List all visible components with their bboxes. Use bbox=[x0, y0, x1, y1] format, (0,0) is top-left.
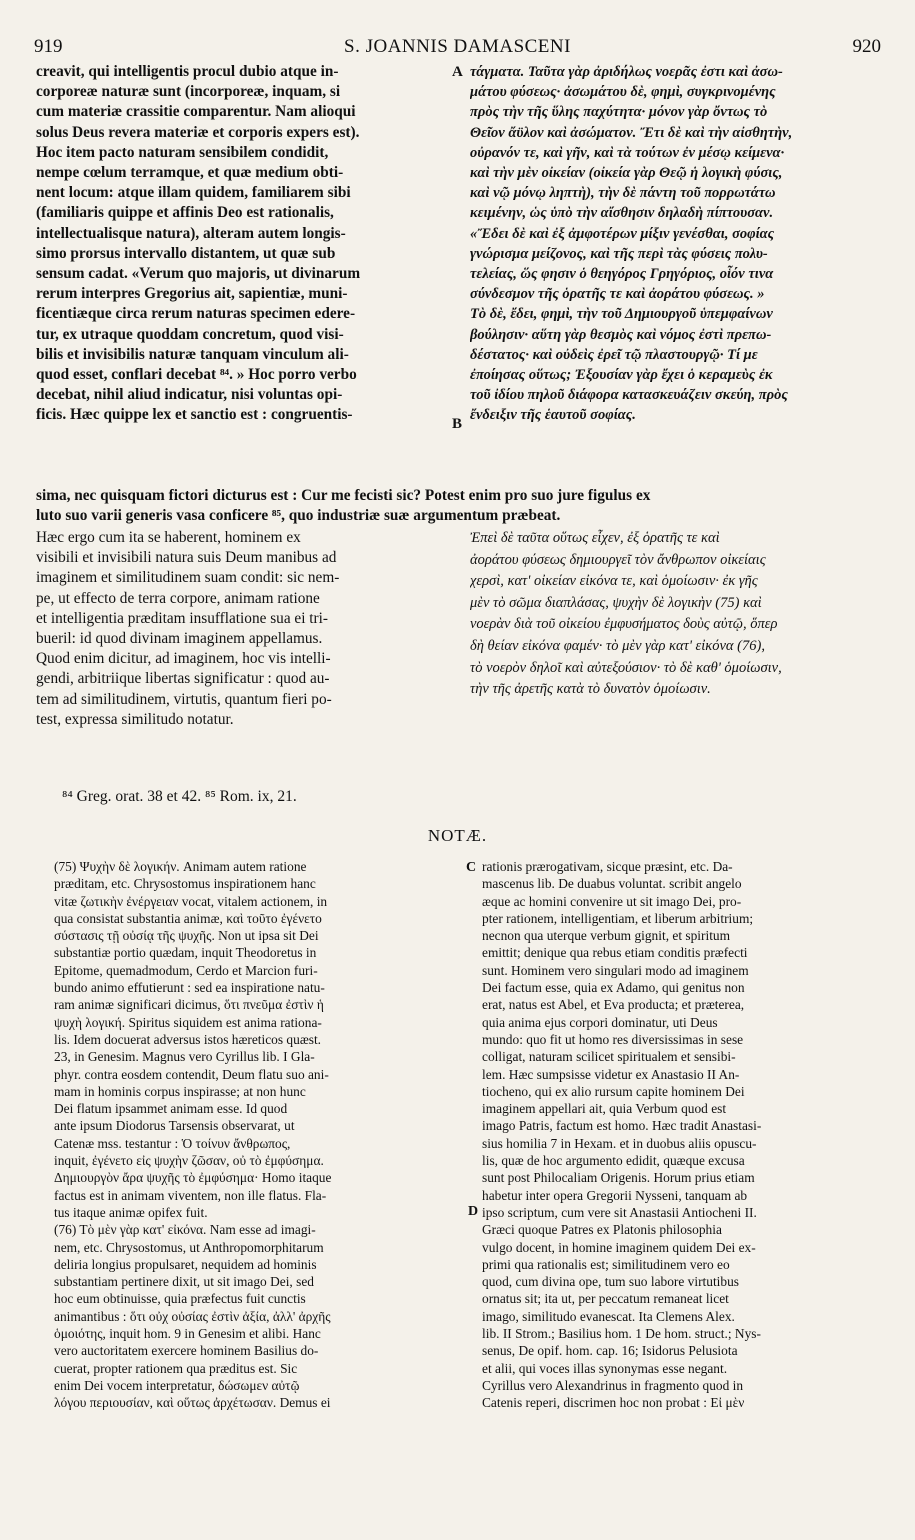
text-line: bundo animo effutierunt : sed ea inspiratione natu- bbox=[54, 980, 325, 996]
text-line: et alii, qui voces illas synonymas esse negant. bbox=[482, 1360, 728, 1376]
text-line: quia anima ejus corpori dominatur, uti Deus bbox=[482, 1014, 718, 1030]
text-line: Hæc ergo cum ita se haberent, hominem ex bbox=[36, 529, 301, 546]
text-line: tiocheno, qui ex alio rursum capite hominem Dei bbox=[482, 1083, 745, 1099]
text-line: τοῦ ἰδίου πηλοῦ διάφορα κατασκευάζειν σκεύη, πρὸς bbox=[470, 387, 788, 404]
text-line: ficis. Hæc quippe lex et sanctio est : congruentis- bbox=[36, 406, 353, 424]
text-line: ἀοράτου φύσεως δημιουργεῖ τὸν ἄνθρωπον οἰκείαις bbox=[470, 551, 766, 568]
text-line: mundo: quo fit ut homo res diversissimas in sese bbox=[482, 1031, 744, 1047]
greek-column-top bbox=[470, 62, 882, 426]
text-line: Cyrillus vero Alexandrinus in fragmento quod in bbox=[482, 1377, 744, 1393]
latin-column-middle bbox=[36, 528, 454, 730]
text-line: τελείας, ὥς φησιν ὁ θεηγόρος Γρηγόριος, οἷόν τινα bbox=[470, 266, 774, 283]
text-line: cum materiæ crassitie comparentur. Nam alioqui bbox=[36, 103, 356, 121]
text-line: quod, cum divina ope, tum suo labore virtutibus bbox=[482, 1274, 739, 1290]
text-line: vero auctoritatem exercere hominem Basilius do- bbox=[54, 1343, 319, 1359]
text-line: κειμένην, ὡς ὑπὸ τὴν αἴσθησιν δηλαδὴ πίπτουσαν. bbox=[470, 205, 774, 222]
text-line: deliria longius propulsaret, nequidem ad hominis bbox=[54, 1256, 317, 1272]
text-line: sunt post Philocaliam Origenis. Horum prius etiam bbox=[482, 1170, 755, 1186]
text-line: sunt. Hominem vero singulari modo ad imaginem bbox=[482, 962, 749, 978]
text-line: τὴν τῆς ἀρετῆς κατὰ τὸ δυνατὸν ὁμοίωσιν. bbox=[470, 681, 711, 698]
text-line: ἔνδειξιν τῆς ἑαυτοῦ σοφίας. bbox=[470, 407, 636, 424]
text-line: tur, ex utraque quoddam concretum, quod visi- bbox=[36, 325, 344, 343]
text-line: καὶ νῷ μόνῳ ληπτὴ), τὴν δὲ πάντη τοῦ πορρωτάτω bbox=[470, 185, 776, 202]
text-line: μὲν τὸ σῶμα διαπλάσας, ψυχὴν δὲ λογικὴν (75) καὶ bbox=[470, 594, 762, 611]
text-line: ficentiæque circa rerum naturas specimen edere- bbox=[36, 305, 356, 323]
text-line: animantibus : ὅτι οὐχ οὐσίας ἐστὶν ἀξία, ἀλλ' ἀρχῆς bbox=[54, 1308, 331, 1324]
text-line: æque ac homini convenire ut sit imago Dei, pro- bbox=[482, 893, 742, 909]
text-line: senus, De opif. hom. cap. 16; Isidorus Pelusiota bbox=[482, 1343, 738, 1359]
text-line: tem ad similitudinem, virtutis, quantum fieri po- bbox=[36, 690, 332, 708]
text-line: factus est in animam viventem, non ille flatus. Fla- bbox=[54, 1187, 327, 1203]
text-line: imaginem et similitudinem suam condit: sic nem- bbox=[36, 569, 340, 587]
text-line: decebat, nihil aliud indicatur, nisi voluntas opi- bbox=[36, 386, 343, 404]
text-line: νοερὰν διὰ τοῦ οἰκείου ἐμφυσήματος δοὺς αὐτῷ, ὅπερ bbox=[470, 616, 778, 633]
text-line: Hoc item pacto naturam sensibilem condidit, bbox=[36, 143, 329, 161]
text-line: δὴ θείαν εἰκόνα φαμέν· τὸ μὲν γὰρ κατ' εἰκόνα (76), bbox=[470, 637, 765, 654]
page-number-right: 920 bbox=[852, 36, 881, 57]
text-line: hoc eum obtinuisse, quia præfectus fuit cunctis bbox=[54, 1291, 306, 1307]
text-line: (familiaris quippe et affinis Deo est rationalis, bbox=[36, 204, 334, 222]
text-line: Τὸ δὲ, ἔδει, φημὶ, τὴν τοῦ Δημιουργοῦ ὑπεμφαίνων bbox=[470, 306, 773, 323]
text-line: præditam, etc. Chrysostomus inspirationem hanc bbox=[54, 876, 316, 892]
text-line: Δημιουργὸν ἄρα ψυχῆς τὸ ἐμφύσημα· Homo itaque bbox=[54, 1170, 332, 1186]
page-header bbox=[34, 36, 881, 60]
text-line: lis, quæ de hoc argumento edidit, quæque excusa bbox=[482, 1153, 745, 1169]
text-line: corporeæ naturæ sunt (incorporeæ, inquam, si bbox=[36, 83, 341, 101]
text-line: Dei flatum ipsammet animam esse. Id quod bbox=[54, 1101, 288, 1117]
text-line: οὐρανόν τε, καὶ γῆν, καὶ τὰ τούτων ἐν μέσῳ κείμενα· bbox=[470, 144, 785, 161]
text-line: enim Dei vocem interpretatur, δώσωμεν αὐτῷ bbox=[54, 1377, 300, 1393]
text-line: imago Patris, factum est homo. Hæc tradit Anastasi- bbox=[482, 1118, 762, 1134]
text-line: visibili et invisibili natura suis Deum manibus ad bbox=[36, 549, 337, 567]
text-line: sensum cadat. «Verum quo majoris, ut divinarum bbox=[36, 265, 361, 283]
text-line: 23, in Genesim. Magnus vero Cyrillus lib. I Gla- bbox=[54, 1049, 315, 1065]
text-line: creavit, qui intelligentis procul dubio atque in- bbox=[36, 63, 339, 80]
text-line: luto suo varii generis vasa conficere ⁸⁵, quo industriæ suæ argumentum præbeat. bbox=[36, 507, 561, 525]
text-line: ipso scriptum, cum vere sit Anastasii Antiocheni II. bbox=[482, 1204, 757, 1220]
latin-column-top bbox=[36, 62, 454, 426]
section-marker-c: C bbox=[466, 860, 477, 875]
text-line: Θεῖον ἄϋλον καὶ ἀσώματον. Ἔτι δὲ καὶ τὴν αἰσθητὴν, bbox=[470, 124, 793, 141]
text-line: ἐποίησας οὕτως; Ἐξουσίαν γὰρ ἔχει ὁ κεραμεὺς ἐκ bbox=[470, 367, 773, 384]
text-line: ram animæ significari dicimus, ὅτι πνεῦμα ἐστὶν ἡ bbox=[54, 997, 324, 1013]
text-line: Epitome, quemadmodum, Cerdo et Marcion furi- bbox=[54, 962, 318, 978]
text-line: imago, similitudo evanescat. Ita Clemens Alex. bbox=[482, 1308, 735, 1324]
text-line: Dei factum esse, quia ex Adamo, qui genitus non bbox=[482, 980, 745, 996]
text-line: χερσὶ, κατ' οἰκείαν εἰκόνα τε, καὶ ὁμοίωσιν· ἐκ γῆς bbox=[470, 573, 758, 590]
text-line: Catenæ mss. testantur : Ὁ τοίνυν ἄνθρωπος, bbox=[54, 1135, 291, 1151]
text-line: mascenus lib. De duabus voluntat. scribit angelo bbox=[482, 876, 742, 892]
text-line: vitæ ζωτικὴν ἐνέργειαν vocat, vitalem actionem, in bbox=[54, 893, 328, 909]
text-line: nempe cœlum terramque, et quæ medium obti- bbox=[36, 164, 344, 182]
text-line: Quod enim dicitur, ad imaginem, hoc vis intelli- bbox=[36, 650, 331, 668]
footnotes: ⁸⁴ Greg. orat. 38 et 42. ⁸⁵ Rom. ix, 21. bbox=[62, 788, 297, 805]
text-line: quod esset, conflari decebat ⁸⁴. » Hoc porro verbo bbox=[36, 366, 357, 384]
text-line: ὁμοιότης, inquit hom. 9 in Genesim et alibi. Hanc bbox=[54, 1326, 321, 1342]
greek-column-middle bbox=[470, 528, 882, 701]
text-line: pter rationem, intelligentiam, et liberum arbitrium; bbox=[482, 910, 754, 926]
text-line: pe, ut effecto de terra corpore, animam ratione bbox=[36, 589, 320, 607]
text-line: bilis et invisibilis naturæ tanquam vinculum ali- bbox=[36, 345, 349, 363]
text-line: substantiam pertinere dixit, ut sit imago Dei, sed bbox=[54, 1274, 314, 1290]
text-line: substantiæ portio quædam, inquit Theodoretus in bbox=[54, 945, 317, 961]
text-line: emittit; denique qua rebus etiam conditis præfecti bbox=[482, 945, 748, 961]
text-line: πρὸς τὴν τῆς ὕλης παχύτητα· μόνον γὰρ ὄντως τὸ bbox=[470, 104, 768, 121]
text-line: nem, etc. Chrysostomus, ut Anthropomorphitarum bbox=[54, 1239, 324, 1255]
text-line: nent locum: atque illam quidem, familiarem sibi bbox=[36, 184, 351, 202]
text-line: ψυχὴ λογική. Spiritus siquidem est anima rationa- bbox=[54, 1014, 322, 1030]
running-title: S. JOANNIS DAMASCENI bbox=[344, 36, 571, 57]
text-line: primi qua rationalis est; similitudinem vero eo bbox=[482, 1256, 730, 1272]
text-line: erat, natus est Abel, et Eva producta; et præterea, bbox=[482, 997, 745, 1013]
text-line: necnon qua uterque verbum gignit, et spiritum bbox=[482, 928, 731, 944]
text-line: colligat, naturam scilicet spiritualem et sensibi- bbox=[482, 1049, 736, 1065]
text-line: τὸ νοερὸν δηλοῖ καὶ αὐτεξούσιον· τὸ δὲ καθ' ὁμοίωσιν, bbox=[470, 659, 782, 676]
text-line: solus Deus revera materiæ et corporis expers est). bbox=[36, 123, 360, 141]
text-line: test, expressa similitudo notatur. bbox=[36, 710, 234, 728]
text-line: sius homilia 7 in Hexam. et in duobus aliis opuscu- bbox=[482, 1135, 757, 1151]
text-line: inquit, ἐγένετο εἰς ψυχὴν ζῶσαν, οὐ τὸ ἐμφύσημα. bbox=[54, 1153, 324, 1169]
text-line: ornatus sit; ita ut, per peccatum remaneat licet bbox=[482, 1291, 729, 1307]
text-line: σύστασις τῇ οὐσίᾳ τῆς ψυχῆς. Non ut ipsa sit Dei bbox=[54, 928, 319, 944]
text-line: mam in hominis corpus inspirasse; at non hunc bbox=[54, 1083, 306, 1099]
text-line: gendi, arbitriique libertas significatur : quod au- bbox=[36, 670, 330, 688]
text-line: Ἐπεὶ δὲ ταῦτα οὕτως εἶχεν, ἐξ ὁρατῆς τε καὶ bbox=[470, 530, 720, 546]
text-line: lib. II Strom.; Basilius hom. 1 De hom. struct.; Nys- bbox=[482, 1326, 761, 1342]
text-line: vulgo docent, in homine imaginem quidem Dei ex- bbox=[482, 1239, 756, 1255]
text-line: καὶ τὴν μὲν οἰκείαν (οἰκεία γὰρ Θεῷ ἡ λογικὴ φύσις, bbox=[470, 165, 783, 182]
text-line: Catenis reperi, discrimen hoc non probat : Εἰ μὲν bbox=[482, 1395, 745, 1411]
text-line: tus itaque animæ opifex fuit. bbox=[54, 1204, 208, 1220]
text-line: δέστατος· καὶ οὐδεὶς ἐρεῖ τῷ πλαστουργῷ· Τί με bbox=[470, 346, 758, 363]
text-line: ante ipsum Diodorus Tarsensis observarat, ut bbox=[54, 1118, 295, 1134]
text-line: sima, nec quisquam fictori dicturus est : Cur me fecisti sic? Potest enim pro suo jure figulus ex bbox=[36, 487, 651, 504]
text-line: phyr. contra eosdem contendit, Deum flatu suo ani- bbox=[54, 1066, 329, 1082]
text-line: «Ἔδει δὲ καὶ ἐξ ἀμφοτέρων μίξιν γενέσθαι, σοφίας bbox=[470, 225, 775, 242]
spanning-lines bbox=[36, 486, 896, 526]
text-line: Græci quoque Patres ex Platonis philosophia bbox=[482, 1222, 722, 1238]
text-line: rerum interpres Gregorius ait, sapientiæ, muni- bbox=[36, 285, 348, 303]
notes-heading: NOTÆ. bbox=[427, 826, 488, 845]
text-line: et intelligentia præditam insufflatione sua ei tri- bbox=[36, 609, 328, 627]
text-line: imaginem appellari ait, quia Verbum quod est bbox=[482, 1101, 727, 1117]
text-line: σύνδεσμον τῆς ὁρατῆς τε καὶ ἀοράτου φύσεως. » bbox=[470, 286, 765, 303]
text-line: (75) Ψυχὴν δὲ λογικήν. Animam autem ratione bbox=[54, 859, 307, 874]
text-line: τάγματα. Ταῦτα γὰρ ἀριδήλως νοερᾶς ἐστι καὶ ἀσω- bbox=[470, 64, 783, 80]
text-line: βούλησιν· αὕτη γὰρ θεσμὸς καὶ νόμος ἐστὶ πρεπω- bbox=[470, 326, 772, 343]
section-marker-a: A bbox=[452, 64, 463, 80]
text-line: habetur inter opera Gregorii Nysseni, tanquam ab bbox=[482, 1187, 748, 1203]
text-line: γνώρισμα μείζονος, καὶ τῆς περὶ τὰς φύσεις πολυ- bbox=[470, 245, 768, 262]
text-line: lem. Hæc sumpsisse videtur ex Anastasio II An- bbox=[482, 1066, 740, 1082]
text-line: rationis prærogativam, sicque præsint, etc. Da- bbox=[482, 859, 733, 874]
text-line: bueril: id quod divinam imaginem appellamus. bbox=[36, 630, 323, 648]
text-line: μάτου φύσεως· ἀσωμάτου δὲ, φημὶ, συγκρινομένης bbox=[470, 84, 776, 101]
section-marker-b: B bbox=[452, 416, 463, 432]
text-line: λόγου περιουσίαν, καὶ οὕτως ἀρχέτωσαν. Demus ei bbox=[54, 1395, 331, 1411]
text-line: (76) Τὸ μὲν γὰρ κατ' εἰκόνα. Nam esse ad imagi- bbox=[54, 1222, 316, 1238]
notes-column-left bbox=[54, 858, 466, 1412]
section-marker-d: D bbox=[468, 1204, 479, 1219]
notes-column-right bbox=[482, 858, 894, 1412]
text-line: qua consistat substantia animæ, καὶ τοῦτο ἐγένετο bbox=[54, 910, 322, 926]
page-number-left: 919 bbox=[34, 36, 63, 57]
text-line: simo prorsus intervallo distantem, ut quæ sub bbox=[36, 244, 336, 262]
text-line: cuerat, propter rationem qua præditus est. Sic bbox=[54, 1360, 298, 1376]
text-line: lis. Idem docuerat adversus istos hæreticos quæst. bbox=[54, 1031, 322, 1047]
text-line: intellectualisque natura), alteram autem longis- bbox=[36, 224, 346, 242]
